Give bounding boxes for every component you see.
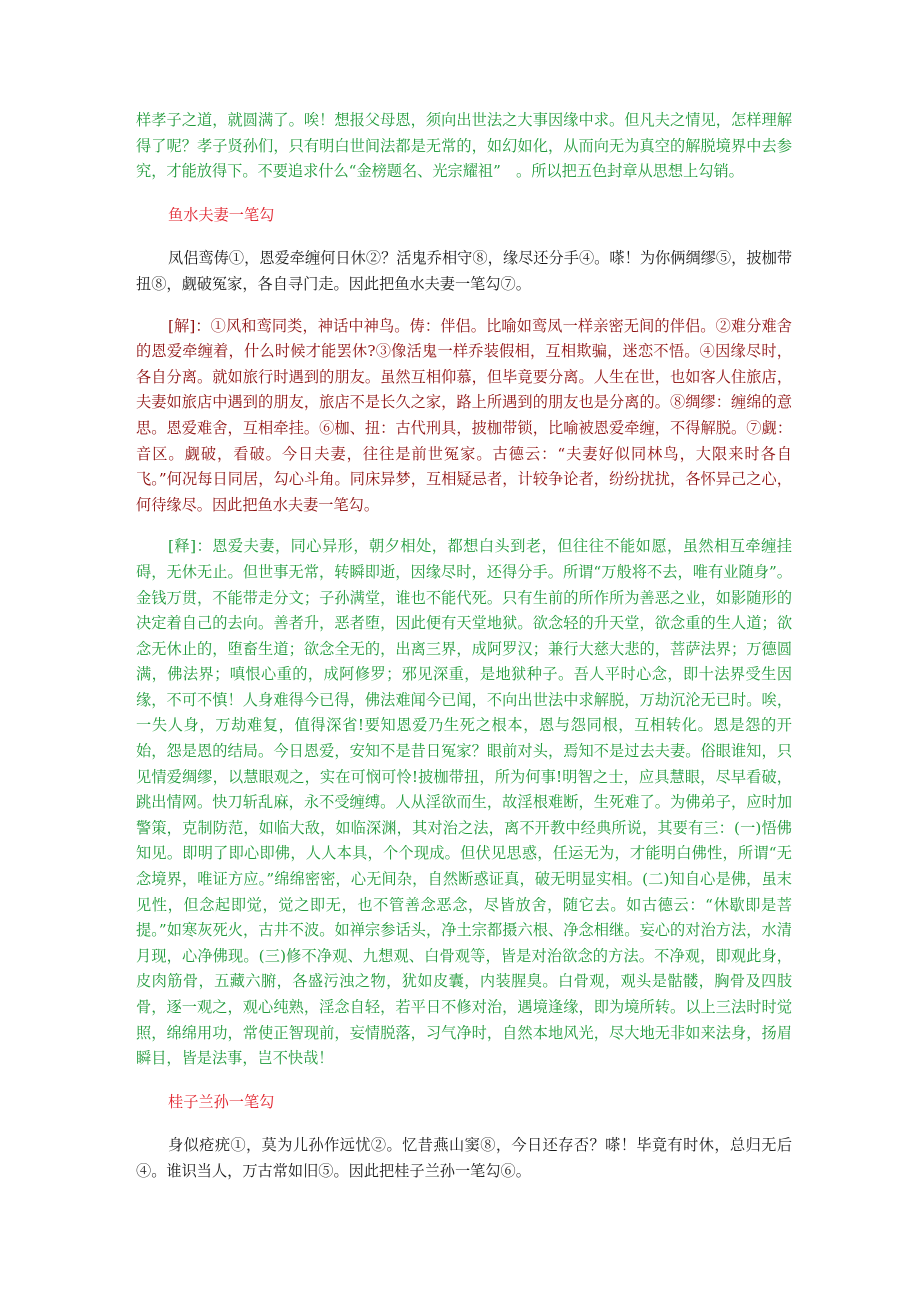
document-page — [136, 108, 792, 1185]
section-heading-guizi: 桂子兰孙一笔勾 — [168, 1092, 275, 1111]
opening-paragraph: 样孝子之道，就圆满了。唉！想报父母恩，须向出世法之大事因缘中求。但凡夫之情见，怎样理解得了呢？孝子贤孙们，只有明白世间法都是无常的，如幻如化，从而向无为真空的解脱境界中去参究，才能放得下。不要追求什么“金榜题名、光宗耀祖” 。所以把五色封章从思想上勾销。 — [136, 111, 792, 181]
shi-explanation-yushui: [释]：恩爱夫妻，同心异形，朝夕相处，都想白头到老，但往往不能如愿，虽然相互牵缠挂碍，无休无止。但世事无常，转瞬即逝，因缘尽时，还得分手。所谓“万般将不去，唯有业随身”。金钱万贯，不能带走分文；子孙满堂，谁也不能代死。只有生前的所作所为善恶之业，如影随形的决定着自己的去向。善者升，恶者堕，因此便有天堂地狱。欲念轻的升天堂，欲念重的生人道；欲念无休止的，堕畜生道；欲念全无的，出离三界，成阿罗汉；兼行大慈大悲的，菩萨法界；万德圆满，佛法界；嗔恨心重的，成阿修罗；邪见深重，是地狱种子。吾人平时心念，即十法界受生因缘，不可不慎！人身难得今已得，佛法难闻今已闻，不向出世法中求解脱，万劫沉沦无已时。唉，一失人身，万劫难复，值得深省!要知恩爱乃生死之根本，恩与怨同根，互相转化。恩是怨的开始，怨是恩的结局。今日恩爱，安知不是昔日冤家？眼前对头，焉知不是过去夫妻。俗眼谁知，只见情爱绸缪，以慧眼观之，实在可悯可怜!披枷带扭，所为何事!明智之士，应具慧眼，尽早看破，跳出情网。快刀斩乱麻，永不受缠缚。人从淫欲而生，故淫根难断，生死难了。为佛弟子，应时加警策，克制防范，如临大敌，如临深渊，其对治之法，离不开教中经典所说，其要有三：(一)悟佛知见。即明了即心即佛，人人本具，个个现成。但伏见思惑，任运无为，才能明白佛性，所谓“无念境界，唯证方应。”绵绵密密，心无间杂，自然断惑证真，破无明显实相。(二)知自心是佛，虽末见性，但念起即觉，觉之即无，也不管善念恶念，尽皆放舍，随它去。如古德云：“休歇即是菩提。”如寒灰死火，古井不波。如禅宗参话头，净土宗都摄六根、净念相继。妄心的对治方法，水清月现，心净佛现。(三)修不净观、九想观、白骨观等，皆是对治欲念的方法。不净观，即观此身，皮肉筋骨，五藏六腑，各盛污浊之物，犹如皮囊，内装腥臭。白骨观，观头是骷髅，胸骨及四肢骨，逐一观之，观心纯熟，淫念自轻，若平日不修对治，遇境逢缘，即为境所转。以上三法时时觉照，绵绵用功，常使正智现前，妄情脱落，习气净时，自然本地风光，尽大地无非如来法身，扬眉瞬目，皆是法事，岂不快哉！ — [136, 537, 792, 1068]
verse-yushui: 凤侣鸾俦①，恩爱牵缠何日休②？活鬼乔相守⑧，缘尽还分手④。嗏！为你俩绸缪⑤，披枷带扭⑧，觑破冤家，各自寻门走。因此把鱼水夫妻一笔勾⑦。 — [136, 249, 792, 293]
section-heading-yushui: 鱼水夫妻一笔勾 — [168, 205, 275, 224]
verse-guizi: 身似疮疣①，莫为儿孙作远忧②。忆昔燕山窦⑧，今日还存否？嗏！毕竟有时休，总归无后④。谁识当人，万古常如旧⑤。因此把桂子兰孙一笔勾⑥。 — [136, 1136, 792, 1180]
jie-commentary-yushui: [解]：①风和鸾同类，神话中神鸟。俦：伴侣。比喻如鸾凤一样亲密无间的伴侣。②难分难舍的恩爱牵缠着，什么时候才能罢休?③像活鬼一样乔装假相，互相欺骗，迷恋不悟。④因缘尽时，各自分离。就如旅行时遇到的朋友。虽然互相仰慕，但毕竟要分离。人生在世，也如客人住旅店，夫妻如旅店中遇到的朋友，旅店不是长久之家，路上所遇到的朋友也是分离的。⑧绸缪：缠绵的意思。恩爱难舍，互相牵挂。⑥枷、扭：古代刑具，披枷带锁，比喻被恩爱牵缠，不得解脱。⑦觑：音区。觑破，看破。今日夫妻，往往是前世冤家。古德云：“夫妻好似同林鸟，大限来时各自飞。”何况每日同居，勾心斗角。同床异梦，互相疑忌者，计较争论者，纷纷扰扰，各怀异己之心，何待缘尽。因此把鱼水夫妻一笔勾。 — [136, 316, 792, 514]
